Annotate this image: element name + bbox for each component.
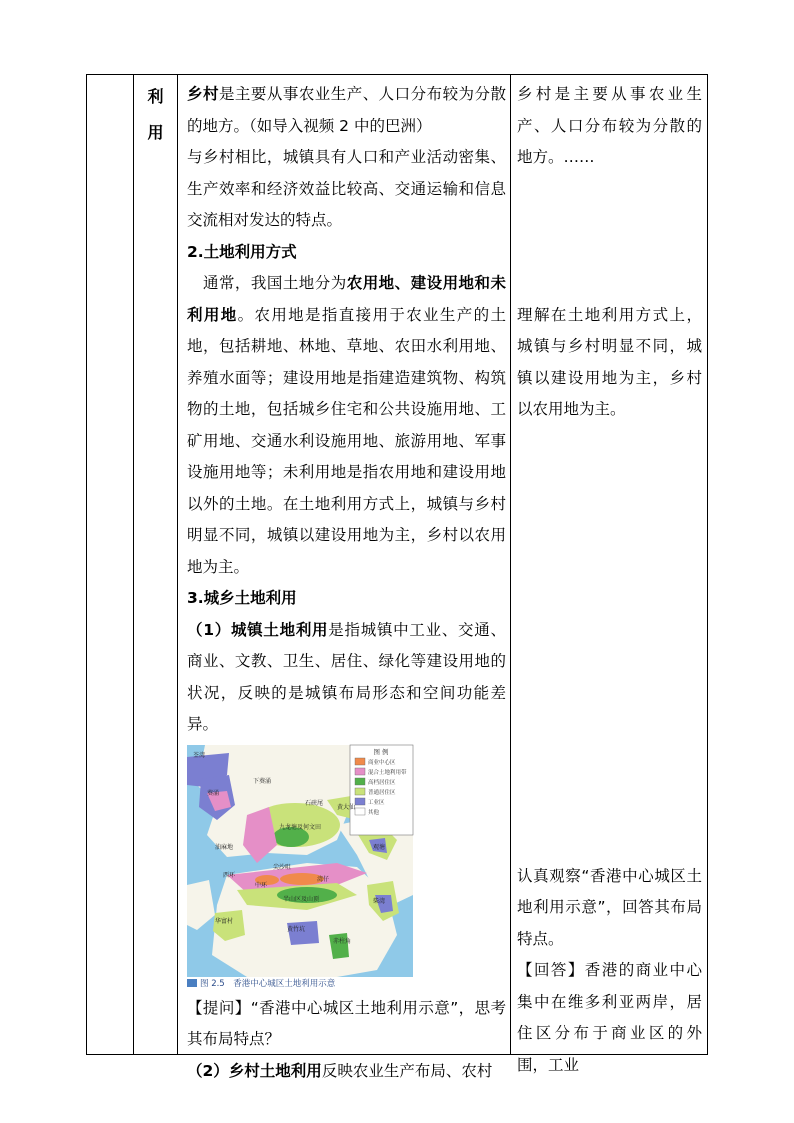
- heading-urban-rural-land: 3.城乡土地利用: [187, 589, 297, 607]
- lesson-table: [86, 74, 708, 1080]
- place-label: 柴湾: [373, 897, 386, 905]
- place-label: 油麻地: [215, 843, 234, 851]
- place-label: 九龙塘及何文田: [279, 823, 322, 831]
- place-label: 葵涌: [207, 789, 220, 797]
- legend-label: 其他: [368, 809, 380, 816]
- place-label: 黄大仙: [337, 803, 356, 811]
- legend-label: 普通居住区: [368, 789, 396, 796]
- paragraph-town: 与乡村相比，城镇具有人口和产业活动密集、生产效率和经济效益比较高、交通运输和信息交流相对发达的特点。: [187, 148, 506, 229]
- place-label: 尖沙咀: [273, 863, 292, 871]
- place-label: 中环: [255, 881, 268, 889]
- legend-label: 商业中心区: [368, 759, 396, 766]
- legend-label: 混合土地利用带: [368, 769, 407, 776]
- place-label: 赤柱角: [333, 937, 352, 945]
- place-label: 下葵涌: [253, 777, 272, 785]
- map-legend-title: 图 例: [373, 747, 389, 756]
- caption-marker-icon: [187, 979, 197, 987]
- section-label: 利 用: [147, 87, 164, 142]
- teaching-content-cell: [178, 75, 510, 1080]
- paragraph-urban-land: （1）城镇土地利用是指城镇中工业、交通、商业、文教、卫生、居住、绿化等建设用地的状况，反映的是城镇布局形态和空间功能差异。: [187, 620, 506, 733]
- place-label: 荃湾: [193, 751, 206, 759]
- activity-village-note: 乡村是主要从事农业生产、人口分布较为分散的地方。……: [517, 85, 702, 166]
- place-label: 观塘: [373, 843, 386, 851]
- paragraph-village: 乡村是主要从事农业生产、人口分布较为分散的地方。（如导入视频 2 中的巴洲）: [187, 85, 506, 135]
- place-label: 石硖尾: [305, 799, 324, 807]
- activity-land-use-note: 理解在土地利用方式上，城镇与乡村明显不同，城镇以建设用地为主，乡村以农用地为主。: [517, 305, 702, 418]
- legend-label: 工业区: [368, 799, 385, 806]
- legend-label: 高档居住区: [368, 779, 396, 786]
- place-label: 湾仔: [317, 875, 330, 883]
- paragraph-rural-land: （2）乡村土地利用反映农业生产布局、农村: [187, 1061, 493, 1080]
- student-activity-cell: [511, 75, 708, 1074]
- place-label: 西环: [223, 871, 236, 879]
- place-label: 半山区及山顶: [283, 895, 320, 903]
- paragraph-land-types: 通常，我国土地分为农用地、建设用地和未利用地。农用地是指直接用于农业生产的土地，包括耕地、林地、草地、农田水利用地、养殖水面等；建设用地是指建造建筑物、构筑物的土地，包括城乡住宅和公共设施用地、工矿用地、交通水利设施用地、旅游用地、军事设施用地等；未利用地是指农用地和建设用地以外的土地。在土地利用方式上，城镇与乡村明显不同，城镇以建设用地为主，乡村以农用地为主。: [187, 274, 506, 576]
- hong-kong-land-use-figure: [187, 745, 413, 991]
- place-label: 黄竹坑: [287, 925, 306, 933]
- paragraph-question: 【提问】“香港中心城区土地利用示意”，思考其布局特点？: [187, 998, 506, 1048]
- activity-observe-map: 认真观察“香港中心城区土地利用示意”，回答其布局特点。: [517, 866, 702, 948]
- activity-answer: 【回答】香港的商业中心集中在维多利亚两岸，居住区分布于商业区的外围，工业: [517, 961, 702, 1074]
- place-label: 华富村: [215, 917, 234, 925]
- section-label-cell: [134, 75, 177, 1054]
- heading-land-use-type: 2.土地利用方式: [187, 242, 297, 261]
- hong-kong-land-use-map: [187, 745, 413, 977]
- figure-caption: 图 2.5 香港中心城区土地利用示意: [187, 977, 413, 991]
